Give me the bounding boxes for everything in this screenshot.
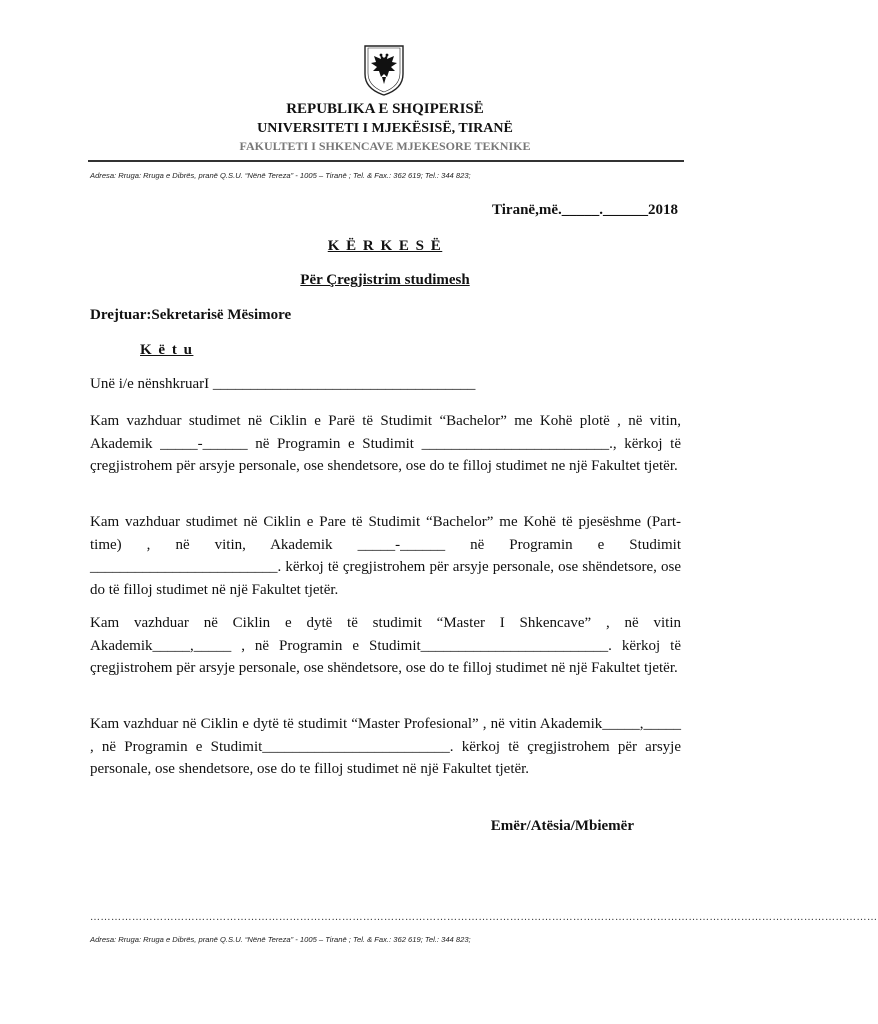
paragraph-master-science: Kam vazhduar në Ciklin e dytë të studimit “Master I Shkencave” , në vitin Akademik_____,_____ , në Programin e Studimit_________________________. kërkoj të çregjistrohem për arsyje personale, ose shëndetsore, ose do te filloj studimet në një Fakultet tjetër. bbox=[90, 615, 681, 676]
university-heading: UNIVERSITETI I MJEKËSISË, TIRANË bbox=[257, 121, 513, 136]
addressee-line: Drejtuar:Sekretarisë Mësimore bbox=[90, 307, 292, 323]
signature-label: Emër/Atësia/Mbiemër bbox=[490, 818, 634, 834]
date-line: Tiranë,më._____.______2018 bbox=[492, 202, 678, 218]
footer-address: Adresa: Rruga: Rruga e Dibrës, pranë Q.S.U. “Nënë Tereza” - 1005 – Tiranë ; Tel. & Fax.: 362 619; Tel.: 344 823; bbox=[90, 935, 471, 944]
header-address: Adresa: Rruga: Rruga e Dibrës, pranë Q.S.U. “Nënë Tereza” - 1005 – Tiranë ; Tel. & Fax.: 362 619; Tel.: 344 823; bbox=[90, 171, 471, 180]
albanian-eagle-emblem-icon bbox=[362, 44, 406, 96]
ketu-heading: K ë t u bbox=[140, 342, 194, 358]
faculty-heading: FAKULTETI I SHKENCAVE MJEKESORE TEKNIKE bbox=[239, 139, 531, 153]
country-heading: REPUBLIKA E SHQIPERISË bbox=[286, 101, 484, 117]
paragraph-bachelor-part-time: Kam vazhduar studimet në Ciklin e Pare të Studimit “Bachelor” me Kohë të pjesëshme (Part-time) , në vitin, Akademik _____-______ në Programin e Studimit _________________________. kërkoj të çregjistrohem për arsyje personale, ose shëndetsore, ose do të filloj studimet në një Fakultet tjetër. bbox=[90, 514, 681, 598]
document-title: K Ë R K E S Ë bbox=[327, 238, 443, 254]
document-subtitle: Për Çregjistrim studimesh bbox=[300, 272, 470, 288]
footer-dotted-line: ……………………………………………………………………………………………………………………………………………………………………………………………………… bbox=[90, 912, 878, 923]
paragraph-master-professional: Kam vazhduar në Ciklin e dytë të studimit “Master Profesional” , në vitin Akademik_____,_____ , në Programin e Studimit_________________________. kërkoj të çregjistrohem për arsyje personale, ose shendetsore, ose do te filloj studimet në një Fakultet tjetër. bbox=[90, 716, 681, 777]
paragraph-bachelor-full-time: Kam vazhduar studimet në Ciklin e Parë të Studimit “Bachelor” me Kohë plotë , në vitin, Akademik _____-______ në Programin e Studimit _________________________., kërkoj të çregjistrohem për arsyje personale, ose shendetsore, ose do te filloj studimet ne një Fakultet tjetër. bbox=[90, 413, 681, 474]
header-divider bbox=[88, 160, 684, 162]
undersigned-line: Unë i/e nënshkruarI ___________________________________ bbox=[90, 376, 476, 392]
